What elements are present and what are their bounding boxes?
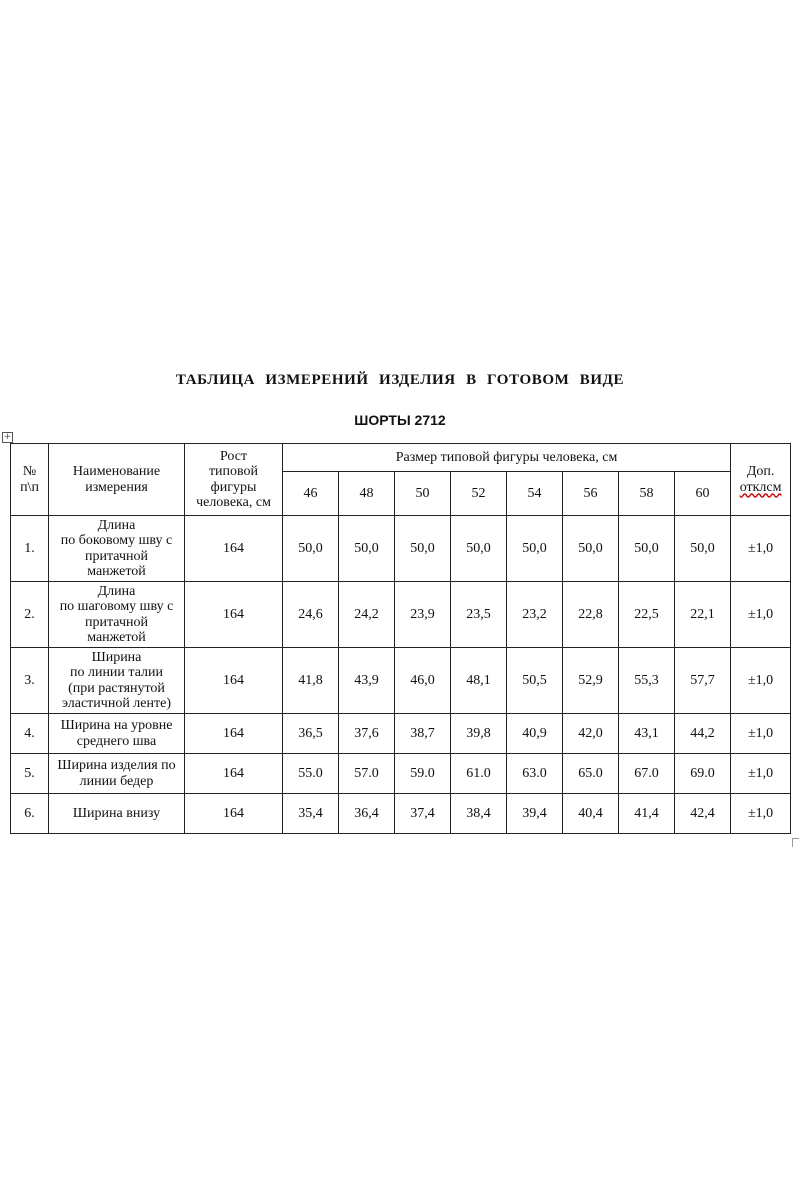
row-name-line: Длина (97, 583, 136, 599)
row-value: 38,7 (395, 714, 451, 754)
table-row (11, 648, 791, 714)
row-tolerance: ±1,0 (731, 794, 791, 834)
size-header-cell: 54 (507, 472, 563, 516)
row-value: 37,6 (339, 714, 395, 754)
row-value: 50,0 (451, 516, 507, 582)
size-header-cell: 46 (283, 472, 339, 516)
row-name-line: Ширина внизу (72, 805, 161, 821)
row-value: 46,0 (395, 648, 451, 714)
row-value: 24,2 (339, 582, 395, 648)
row-value: 23,5 (451, 582, 507, 648)
row-value: 37,4 (395, 794, 451, 834)
row-name-line: по боковому шву с (60, 533, 173, 549)
row-value: 57,7 (675, 648, 731, 714)
row-height: 164 (185, 516, 283, 582)
row-num: 6. (11, 794, 49, 834)
row-name-line: притачной (85, 548, 148, 564)
row-name (49, 794, 185, 834)
row-value: 44,2 (675, 714, 731, 754)
size-header-cell: 60 (675, 472, 731, 516)
row-name-line: эластичной ленте) (62, 695, 171, 711)
header-num-label: № (22, 464, 37, 480)
row-value: 40,4 (563, 794, 619, 834)
table-row (11, 516, 791, 582)
row-value: 50,0 (283, 516, 339, 582)
row-value: 55.0 (283, 754, 339, 794)
row-value: 50,0 (507, 516, 563, 582)
row-value: 43,9 (339, 648, 395, 714)
row-value: 48,1 (451, 648, 507, 714)
table-end-marker (792, 838, 799, 847)
row-name (49, 516, 185, 582)
row-value: 50,5 (507, 648, 563, 714)
row-height: 164 (185, 582, 283, 648)
row-tolerance: ±1,0 (731, 754, 791, 794)
row-value: 35,4 (283, 794, 339, 834)
row-value: 41,8 (283, 648, 339, 714)
row-name-line: (при растянутой (68, 680, 165, 696)
header-num-sublabel: п\п (20, 479, 39, 495)
row-value: 22,1 (675, 582, 731, 648)
row-num: 3. (11, 648, 49, 714)
row-name-line: среднего шва (76, 733, 157, 749)
row-name-line: по шаговому шву с (59, 599, 174, 615)
row-name-line: Ширина (91, 649, 142, 665)
row-name-line: линии бедер (79, 773, 154, 789)
row-num: 4. (11, 714, 49, 754)
row-name-line: Ширина изделия по (57, 758, 176, 774)
row-value: 23,9 (395, 582, 451, 648)
row-value: 41,4 (619, 794, 675, 834)
row-height: 164 (185, 754, 283, 794)
row-name-line: Длина (97, 517, 136, 533)
row-value: 52,9 (563, 648, 619, 714)
size-header-cell: 52 (451, 472, 507, 516)
row-num: 2. (11, 582, 49, 648)
row-value: 40,9 (507, 714, 563, 754)
header-name-cell (49, 444, 185, 516)
size-header-cell: 50 (395, 472, 451, 516)
row-name (49, 582, 185, 648)
row-tolerance: ±1,0 (731, 714, 791, 754)
row-value: 42,4 (675, 794, 731, 834)
row-height: 164 (185, 714, 283, 754)
row-value: 43,1 (619, 714, 675, 754)
row-value: 36,5 (283, 714, 339, 754)
header-size-group: Размер типовой фигуры человека, см (283, 444, 731, 472)
row-value: 23,2 (507, 582, 563, 648)
row-height: 164 (185, 648, 283, 714)
row-num: 5. (11, 754, 49, 794)
row-value: 22,8 (563, 582, 619, 648)
row-name-line: Ширина на уровне (60, 718, 173, 734)
row-name (49, 754, 185, 794)
table-header-row (11, 444, 791, 472)
header-name-sublabel: измерения (85, 479, 148, 495)
row-value: 61.0 (451, 754, 507, 794)
header-num-cell (11, 444, 49, 516)
row-name-line: по линии талии (69, 665, 164, 681)
row-value: 65.0 (563, 754, 619, 794)
row-value: 55,3 (619, 648, 675, 714)
row-value: 50,0 (395, 516, 451, 582)
table-row (11, 714, 791, 754)
row-value: 24,6 (283, 582, 339, 648)
row-num: 1. (11, 516, 49, 582)
table-row (11, 582, 791, 648)
row-name-line: притачной (85, 614, 148, 630)
row-value: 69.0 (675, 754, 731, 794)
row-name (49, 714, 185, 754)
header-height-cell (185, 444, 283, 516)
document-subtitle: ШОРТЫ 2712 (354, 412, 446, 428)
size-header-cell: 58 (619, 472, 675, 516)
row-name (49, 648, 185, 714)
table-row (11, 794, 791, 834)
table-row (11, 754, 791, 794)
row-value: 42,0 (563, 714, 619, 754)
row-name-line: манжетой (87, 629, 146, 645)
header-tolerance-sublabel: отклсм (739, 479, 782, 495)
row-value: 22,5 (619, 582, 675, 648)
row-tolerance: ±1,0 (731, 516, 791, 582)
header-height-line: фигуры (210, 479, 257, 495)
row-value: 59.0 (395, 754, 451, 794)
header-height-line: человека, см (196, 494, 271, 510)
row-value: 39,4 (507, 794, 563, 834)
row-value: 38,4 (451, 794, 507, 834)
header-height-line: типовой (208, 464, 259, 480)
row-value: 50,0 (619, 516, 675, 582)
header-tolerance-label: Доп. (746, 464, 775, 480)
row-height: 164 (185, 794, 283, 834)
row-value: 50,0 (563, 516, 619, 582)
row-value: 57.0 (339, 754, 395, 794)
row-value: 36,4 (339, 794, 395, 834)
row-name-line: манжетой (87, 563, 146, 579)
size-header-cell: 48 (339, 472, 395, 516)
size-header-cell: 56 (563, 472, 619, 516)
row-value: 67.0 (619, 754, 675, 794)
document-title: ТАБЛИЦА ИЗМЕРЕНИЙ ИЗДЕЛИЯ В ГОТОВОМ ВИДЕ (175, 372, 625, 388)
header-height-line: Рост (219, 448, 248, 464)
row-value: 50,0 (339, 516, 395, 582)
row-value: 39,8 (451, 714, 507, 754)
measurement-table (10, 443, 791, 834)
header-tolerance-cell (731, 444, 791, 516)
row-tolerance: ±1,0 (731, 582, 791, 648)
row-tolerance: ±1,0 (731, 648, 791, 714)
row-value: 63.0 (507, 754, 563, 794)
header-name-label: Наименование (72, 464, 161, 480)
table-move-handle-icon[interactable]: + (3, 432, 12, 442)
row-value: 50,0 (675, 516, 731, 582)
